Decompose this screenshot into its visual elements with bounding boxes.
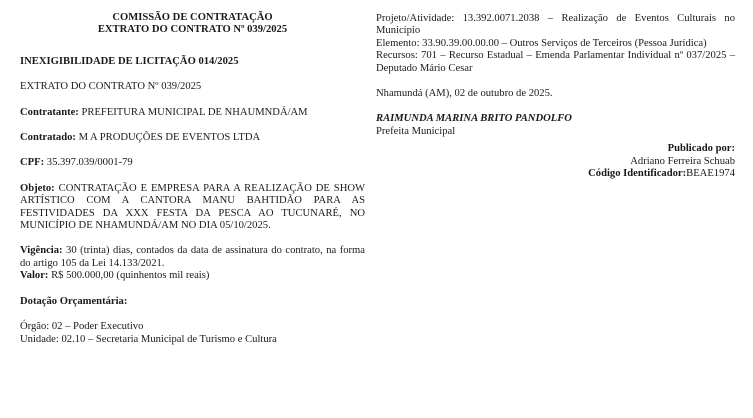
- document-heading: [20, 12, 365, 37]
- valor-value: R$ 500.000,00 (quinhentos mil reais): [48, 270, 210, 282]
- heading-line-1: COMISSÃO DE CONTRATAÇÃO: [112, 12, 273, 23]
- right-column: [376, 0, 735, 180]
- elemento-paragraph: Elemento: 33.90.39.00.00.00 – Outros Serviços de Terceiros (Pessoa Jurídica): [376, 37, 707, 49]
- extrato-line: EXTRATO DO CONTRATO Nº 039/2025: [20, 81, 202, 93]
- codigo-identificador-line: [376, 168, 735, 180]
- contratante-value: PREFEITURA MUNICIPAL DE NHAUMNDÁ/AM: [78, 106, 308, 118]
- cpf-value: 35.397.039/0001-79: [44, 157, 133, 169]
- left-column: [20, 0, 365, 346]
- cpf-label: CPF:: [20, 157, 45, 169]
- valor-line: [20, 270, 365, 282]
- signatario-nome: RAIMUNDA MARINA BRITO PANDOLFO: [376, 113, 572, 125]
- signatario-cargo: Prefeita Municipal: [376, 125, 456, 137]
- orgao-line: Órgão: 02 – Poder Executivo: [20, 321, 144, 333]
- recursos-paragraph: Recursos: 701 – Recurso Estadual – Emenda Parlamentar Individual nº 037/2025 – Deputado Mário Cesar: [376, 50, 735, 74]
- unidade-line: Unidade: 02.10 – Secretaria Municipal de Turismo e Cultura: [20, 333, 277, 345]
- objeto-paragraph: [20, 183, 365, 233]
- publicado-por-label: Publicado por:: [667, 143, 735, 155]
- cpf-line: [20, 157, 365, 169]
- objeto-label: Objeto:: [20, 182, 55, 194]
- publicacao-block: [376, 143, 735, 180]
- contratado-label: Contratado:: [20, 132, 76, 144]
- inexigibilidade-title: INEXIGIBILIDADE DE LICITAÇÃO 014/2025: [20, 55, 239, 67]
- contratante-label: Contratante:: [20, 106, 79, 118]
- contratante-line: [20, 107, 365, 119]
- publicado-por-nome: Adriano Ferreira Schuab: [630, 155, 735, 167]
- contratado-value: M A PRODUÇÕES DE EVENTOS LTDA: [75, 132, 261, 144]
- valor-label: Valor:: [20, 270, 49, 282]
- local-data-line: Nhamundá (AM), 02 de outubro de 2025.: [376, 88, 553, 100]
- dotacao-title: Dotação Orçamentária:: [20, 295, 128, 307]
- projeto-paragraph: Projeto/Atividade: 13.392.0071.2038 – Realização de Eventos Culturais no Município: [376, 13, 735, 37]
- vigencia-value: 30 (trinta) dias, contados da data de assinatura do contrato, na forma do artigo 105 da Lei 14.133/2021.: [20, 245, 365, 269]
- vigencia-paragraph: [20, 245, 365, 270]
- codigo-identificador-value: BEAE1974: [686, 168, 735, 180]
- objeto-value: CONTRATAÇÃO E EMPRESA PARA A REALIZAÇÃO DE SHOW ARTÍSTICO COM A CANTORA MANU BAHTIDÃO PARA AS FESTIVIDADES DA XXX FESTA DA PESCA AO TUCUNARÉ, NO MUNICÍPIO DE NHAMUNDÁ/AM NO DIA 05/10/2025.: [20, 182, 365, 232]
- heading-line-2: EXTRATO DO CONTRATO Nº 039/2025: [97, 24, 288, 36]
- codigo-identificador-label: Código Identificador:: [588, 168, 687, 180]
- contratado-line: [20, 132, 365, 144]
- vigencia-label: Vigência:: [20, 245, 63, 257]
